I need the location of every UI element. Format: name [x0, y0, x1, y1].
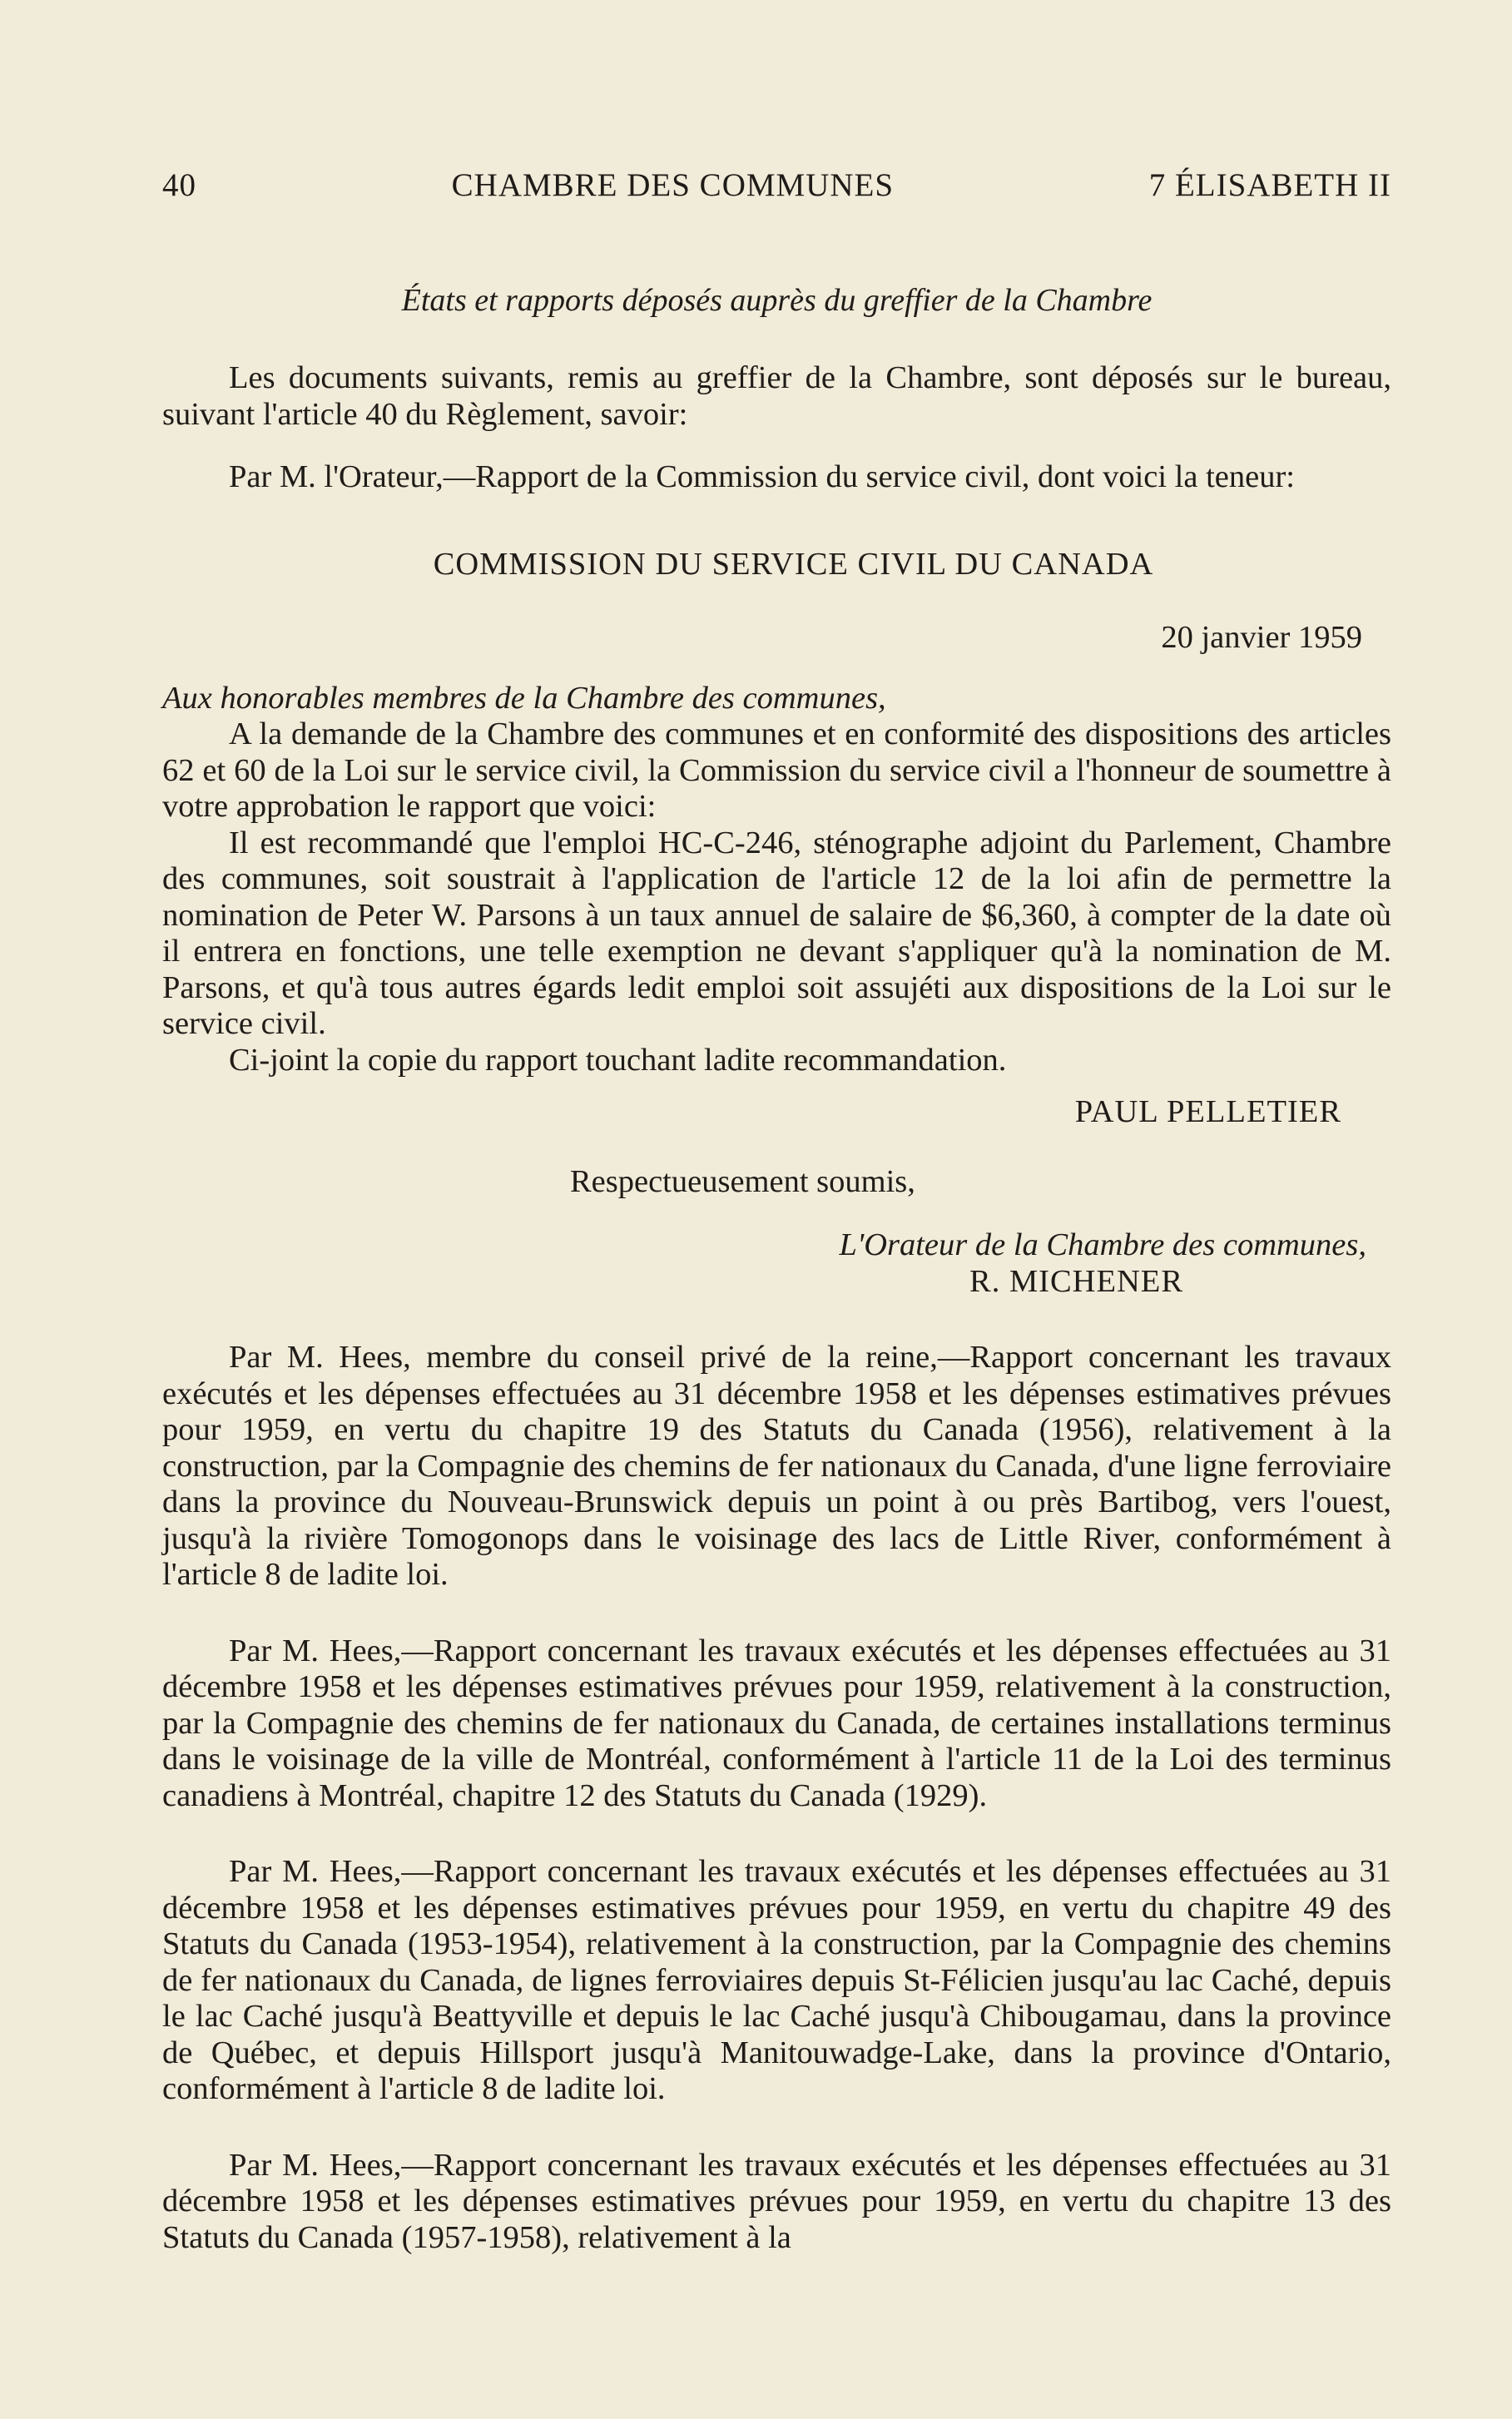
letter-paragraph-1: A la demande de la Chambre des communes et en conformité des dispositions des articles 62 et 60 de la Loi sur le service civil, la Commission du service civil a l'honneur de soumettre à votre approbation le rapport que voici: — [162, 716, 1391, 824]
running-header — [162, 166, 1391, 204]
report-paragraph-2: Par M. Hees,—Rapport concernant les travaux exécutés et les dépenses effectuées au 31 décembre 1958 et les dépenses estimatives prévues pour 1959, relativement à la construction, par la Compagnie des chemins de fer nationaux du Canada, de certaines installations terminus dans le voisinage de la ville de Montréal, conformément à l'article 11 de la Loi des terminus canadiens à Montréal, chapitre 12 des Statuts du Canada (1929). — [162, 1633, 1391, 1813]
regnal-year: 7 ÉLISABETH II — [1148, 167, 1391, 203]
speaker-name: R. MICHENER — [969, 1264, 1183, 1299]
section-title: États et rapports déposés auprès du greffier de la Chambre — [401, 283, 1153, 318]
orateur-intro-paragraph: Par M. l'Orateur,—Rapport de la Commission du service civil, dont voici la teneur: — [229, 459, 1295, 494]
letter-date: 20 janvier 1959 — [1161, 619, 1362, 655]
speaker-title: L'Orateur de la Chambre des communes, — [839, 1227, 1366, 1262]
intro-paragraph: Les documents suivants, remis au greffier de la Chambre, sont déposés sur le bureau, suivant l'article 40 du Règlement, savoir: — [162, 360, 1391, 432]
report-paragraph-4: Par M. Hees,—Rapport concernant les travaux exécutés et les dépenses effectuées au 31 décembre 1958 et les dépenses estimatives prévues pour 1959, en vertu du chapitre 13 des Statuts du Canada (1957-1958), relativement à la — [162, 2147, 1391, 2255]
journal-title: CHAMBRE DES COMMUNES — [451, 167, 895, 203]
report-paragraph-3: Par M. Hees,—Rapport concernant les travaux exécutés et les dépenses effectuées au 31 décembre 1958 et les dépenses estimatives prévues pour 1959, en vertu du chapitre 49 des Statuts du Canada (1953-1954), relativement à la construction, par la Compagnie des chemins de fer nationaux du Canada, de lignes ferroviaires depuis St-Félicien jusqu'au lac Caché, depuis le lac Caché jusqu'à Beattyville et depuis le lac Caché jusqu'à Chibougamau, dans la province de Québec, et depuis Hillsport jusqu'à Manitouwadge-Lake, dans la province d'Ontario, conformément à l'article 8 de ladite loi. — [162, 1854, 1391, 2106]
letter-paragraph-2: Il est recommandé que l'emploi HC-C-246, sténographe adjoint du Parlement, Chambre des communes, soit soustrait à l'application de l'article 12 de la loi afin de permettre la nomination de Peter W. Parsons à un taux annuel de salaire de $6,360, à compter de la date où il entrera en fonctions, une telle exemption ne devant s'appliquer qu'à la nomination de M. Parsons, et qu'à tous autres égards ledit emploi soit assujéti aux dispositions de la Loi sur le service civil. — [162, 825, 1391, 1041]
letter-paragraph-3: Ci-joint la copie du rapport touchant ladite recommandation. — [229, 1042, 1007, 1078]
letter-salutation: Aux honorables membres de la Chambre des communes, — [162, 680, 886, 716]
commission-heading: COMMISSION DU SERVICE CIVIL DU CANADA — [433, 546, 1154, 582]
report-paragraph-1: Par M. Hees, membre du conseil privé de la reine,—Rapport concernant les travaux exécutés et les dépenses effectuées au 31 décembre 1958 et les dépenses estimatives prévues pour 1959, en vertu du chapitre 19 des Statuts du Canada (1956), relativement à la construction, par la Compagnie des chemins de fer nationaux du Canada, d'une ligne ferroviaire dans la province du Nouveau-Brunswick depuis un point à ou près Bartibog, vers l'ouest, jusqu'à la rivière Tomogonops dans le voisinage des lacs de Little River, conformément à l'article 8 de ladite loi. — [162, 1340, 1391, 1592]
page-number: 40 — [162, 167, 196, 203]
letter-closing: Respectueusement soumis, — [570, 1164, 915, 1199]
letter-signer: PAUL PELLETIER — [1074, 1094, 1341, 1129]
